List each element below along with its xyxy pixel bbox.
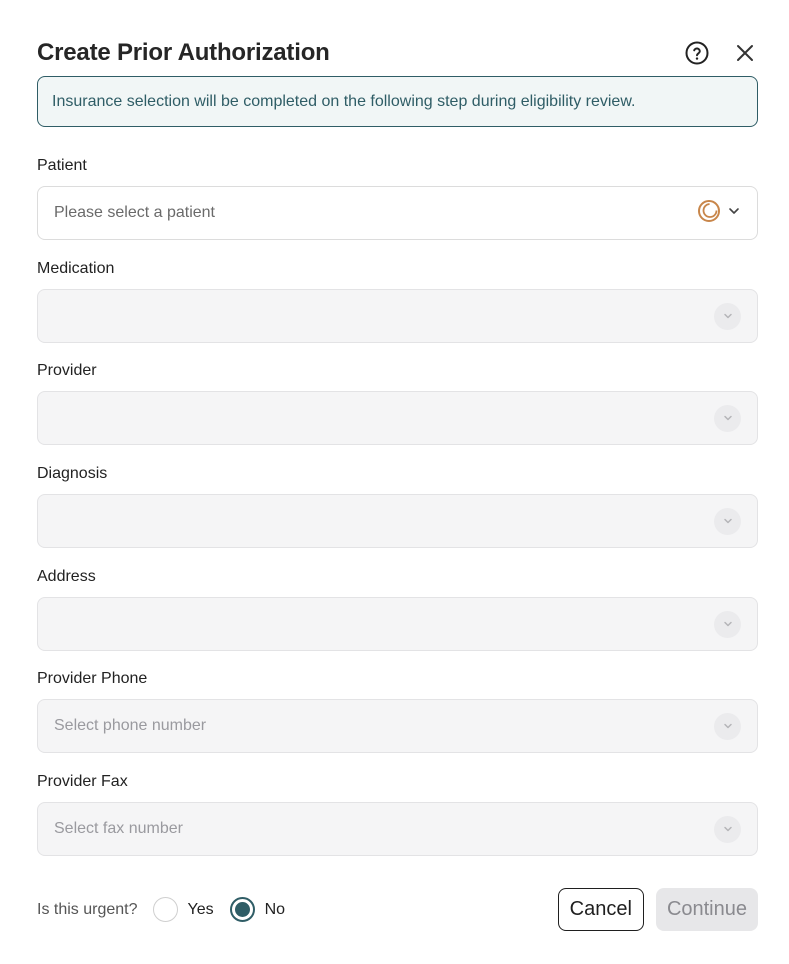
provider-phone-placeholder: Select phone number [54, 717, 207, 734]
diagnosis-label: Diagnosis [37, 465, 108, 482]
provider-fax-select[interactable] [37, 802, 758, 856]
urgent-yes-label: Yes [187, 900, 214, 918]
address-select[interactable] [37, 597, 758, 651]
dialog-footer [37, 888, 758, 931]
chevron-down-icon [714, 405, 741, 432]
radio-checked-icon [230, 897, 255, 922]
provider-select[interactable] [37, 391, 758, 445]
dialog-header [37, 34, 758, 72]
provider-label: Provider [37, 362, 97, 379]
close-icon[interactable] [732, 40, 758, 66]
patient-label: Patient [37, 157, 87, 174]
urgent-no-label: No [264, 900, 286, 918]
urgent-yes-radio[interactable] [153, 897, 214, 922]
loading-spinner-icon [697, 199, 721, 228]
chevron-down-icon [714, 816, 741, 843]
provider-phone-label: Provider Phone [37, 670, 148, 687]
patient-select[interactable] [37, 186, 758, 240]
medication-label: Medication [37, 260, 115, 277]
medication-select[interactable] [37, 289, 758, 343]
cancel-button[interactable]: Cancel [558, 888, 644, 931]
urgent-question: Is this urgent? [37, 900, 138, 918]
urgent-no-radio[interactable] [230, 897, 285, 922]
diagnosis-select[interactable] [37, 494, 758, 548]
provider-phone-select[interactable] [37, 699, 758, 753]
continue-button[interactable]: Continue [656, 888, 758, 931]
chevron-down-icon [727, 204, 741, 223]
help-icon[interactable] [684, 40, 710, 66]
radio-unchecked-icon [153, 897, 178, 922]
chevron-down-icon [714, 611, 741, 638]
chevron-down-icon [714, 508, 741, 535]
chevron-down-icon [714, 713, 741, 740]
chevron-down-icon [714, 303, 741, 330]
provider-fax-placeholder: Select fax number [54, 820, 183, 837]
provider-fax-label: Provider Fax [37, 773, 128, 790]
dialog-title: Create Prior Authorization [37, 39, 330, 66]
patient-placeholder: Please select a patient [54, 204, 215, 221]
info-banner: Insurance selection will be completed on the following step during eligibility review. [37, 76, 758, 127]
address-label: Address [37, 568, 96, 585]
